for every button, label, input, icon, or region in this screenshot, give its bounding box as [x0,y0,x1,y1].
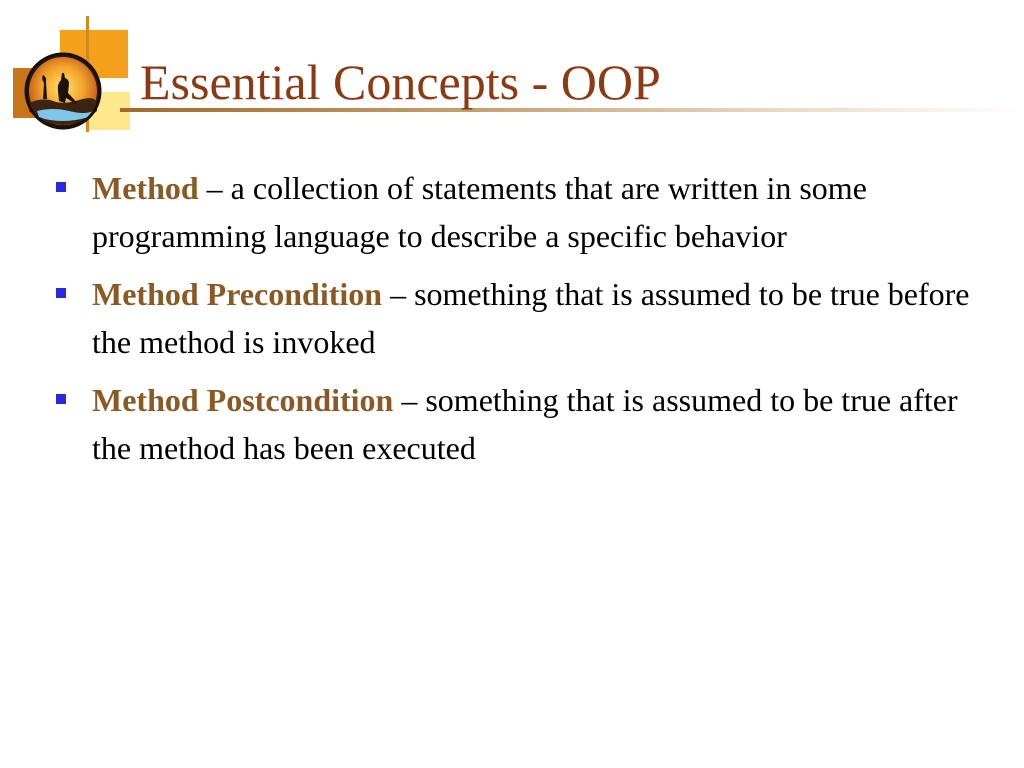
square-bullet-icon [56,394,66,404]
bullet-term: Method Postcondition [92,382,394,418]
list-item [0,376,1024,472]
bullet-text: – a collection of statements that are written in some programming language to describe a specific behavior [92,170,867,254]
bullet-term: Method [92,170,199,206]
square-bullet-icon [56,182,66,192]
bullet-text: – something that is assumed to be true after the method has been executed [92,382,958,466]
kangaroo-sunset-logo-icon [23,51,103,131]
bullet-term: Method Precondition [92,276,383,312]
list-item [0,164,1024,260]
bullet-list [0,164,1024,482]
bullet-text: – something that is assumed to be true before the method is invoked [92,276,970,360]
page-title: Essential Concepts - OOP [140,54,661,110]
square-bullet-icon [56,288,66,298]
list-item [0,270,1024,366]
